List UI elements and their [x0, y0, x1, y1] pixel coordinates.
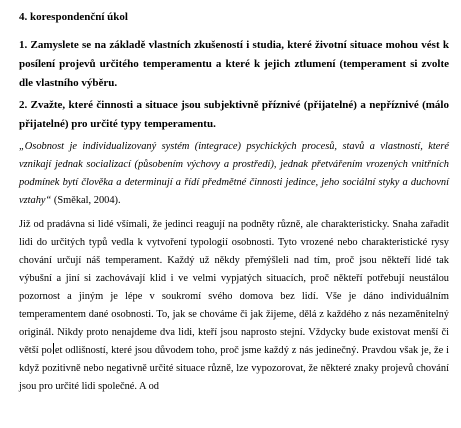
- body-text-start: Již od pradávna si lidé všímali, že jedinci reagují na podněty různě, ale charakteristicky. Snaha zařadit lidi do určitých typů vedla k vytvoření typologií osobnosti. Tyto vrozené nebo charakteristické rysy chování určují náš temperament. Každý už někdy přemýšleli nad tím, proč jsou někteří lidé tak výbušní a jiní si zachovávají klid i ve velmi vypjatých situacích, proč někteří potřebují neustálou pozornost a jiným je lépe v soukromí svého domova bez lidí. Vše je dáno individuálním temperamentem dané osobnosti. To, jak se chováme či jak žijeme, dělá z každého z nás nezaměnitelný originál. Nikdy proto nenajdeme dva lidi, kteří jsou naprosto stejní. Vždycky bude existovat menší či větší po: [19, 219, 449, 356]
- section-heading: 4. korespondenční úkol: [19, 11, 128, 23]
- body-text-end: et odlišností, které jsou důvodem toho, proč jsme každý z nás jedinečný. Pravdou však je, že i když pozitivně nebo negativně určité situace různě, lze vypozorovat, že některé znaky projevů chování jsou pro určité lidi společné. A od: [19, 345, 449, 392]
- quote-citation: (Směkal, 2004).: [51, 195, 121, 206]
- task-1: 1. Zamyslete se na základě vlastních zkušeností i studia, které životní situace mohou vést k posílení projevů určitého temperamentu a které k jejich ztlumení (temperament si zvolte dle vlastního výběru.: [19, 39, 449, 89]
- task-2: 2. Zvažte, které činnosti a situace jsou subjektivně příznivé (přijatelné) a nepříznivé (málo přijatelné) pro určité typy temperamentu.: [19, 99, 449, 130]
- quote-text: „Osobnost je individualizovaný systém (integrace) psychických procesů, stavů a vlastností, které vznikají jednak socializací (působením výchovy a prostředí), jednak přetvářením vrozených vnitřních podmínek bytí člověka a determinují a řídí předmětné činnosti jedince, jeho sociální styky a duchovní vztahy“: [19, 141, 449, 206]
- text-cursor: [53, 343, 54, 354]
- body-paragraph[interactable]: [19, 216, 449, 396]
- document-page: [19, 10, 449, 396]
- quote-paragraph: [19, 138, 449, 210]
